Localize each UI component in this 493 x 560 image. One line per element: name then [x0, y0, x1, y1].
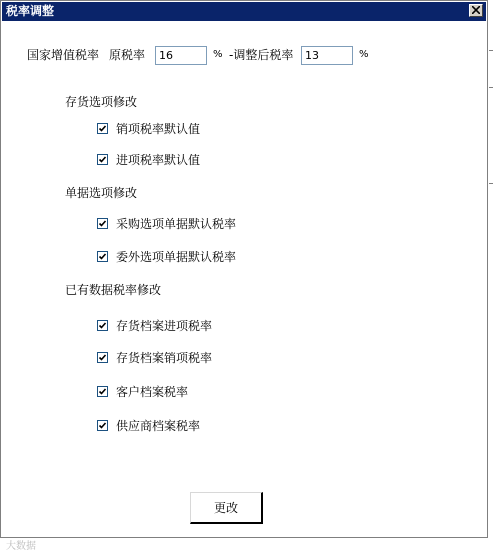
adjusted-rate-input[interactable]	[301, 46, 353, 65]
close-button[interactable]	[469, 4, 483, 17]
original-rate-label: 原税率	[109, 48, 146, 62]
checkbox-box[interactable]	[97, 123, 108, 134]
change-button[interactable]: 更改	[190, 492, 263, 524]
original-rate-unit: %	[213, 49, 223, 60]
checkmark-icon	[98, 155, 107, 164]
original-rate-input[interactable]	[155, 46, 207, 65]
group-title-inventory: 存货选项修改	[65, 95, 138, 109]
checkbox-box[interactable]	[97, 352, 108, 363]
checkmark-icon	[98, 421, 107, 430]
window-title: 税率调整	[6, 4, 55, 18]
group-title-documents: 单据选项修改	[65, 186, 138, 200]
background-divider	[489, 87, 493, 88]
checkbox-label: 客户档案税率	[116, 385, 189, 399]
checkmark-icon	[98, 353, 107, 362]
checkbox-label: 销项税率默认值	[116, 122, 201, 136]
adjusted-rate-label: -调整后税率	[229, 48, 294, 62]
group-title-existing-data: 已有数据税率修改	[65, 283, 162, 297]
checkbox-box[interactable]	[97, 251, 108, 262]
background-divider	[489, 50, 493, 51]
adjusted-rate-unit: %	[359, 49, 369, 60]
checkmark-icon	[98, 252, 107, 261]
checkbox-box[interactable]	[97, 420, 108, 431]
checkbox-label: 存货档案销项税率	[116, 351, 213, 365]
checkbox-label: 供应商档案税率	[116, 419, 201, 433]
checkmark-icon	[98, 124, 107, 133]
title-bar[interactable]	[2, 2, 486, 21]
watermark	[6, 541, 36, 553]
vat-rate-label: 国家增值税率	[27, 48, 100, 62]
checkbox-label: 委外选项单据默认税率	[116, 250, 237, 264]
checkbox-box[interactable]	[97, 154, 108, 165]
checkbox-label: 进项税率默认值	[116, 153, 201, 167]
watermark-text: 大数据	[6, 541, 36, 552]
checkbox-box[interactable]	[97, 386, 108, 397]
checkmark-icon	[98, 387, 107, 396]
close-icon	[472, 6, 480, 14]
checkmark-icon	[98, 321, 107, 330]
checkmark-icon	[98, 219, 107, 228]
checkbox-label: 采购选项单据默认税率	[116, 217, 237, 231]
checkbox-label: 存货档案进项税率	[116, 319, 213, 333]
checkbox-box[interactable]	[97, 320, 108, 331]
checkbox-box[interactable]	[97, 218, 108, 229]
background-divider	[489, 183, 493, 184]
